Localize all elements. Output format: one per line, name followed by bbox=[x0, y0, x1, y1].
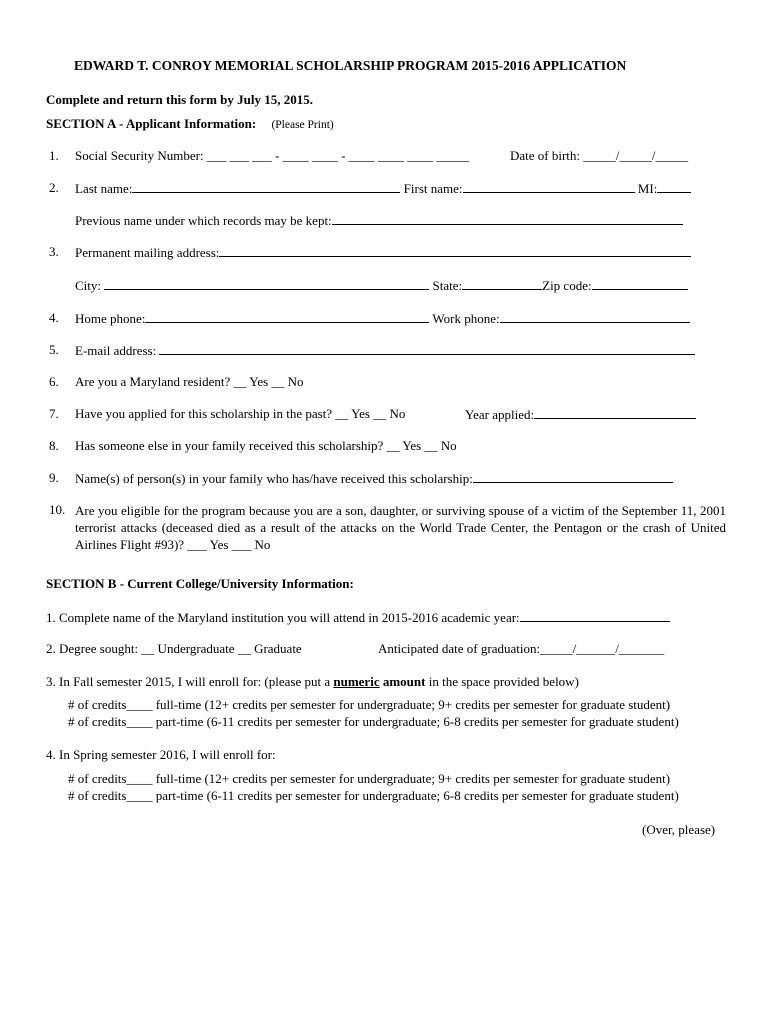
maryland-resident-question[interactable]: Are you a Maryland resident? __ Yes __ No bbox=[75, 374, 304, 389]
email-field[interactable] bbox=[159, 342, 695, 355]
q4-number: 4. bbox=[49, 310, 59, 325]
work-phone-field[interactable] bbox=[500, 310, 690, 323]
zip-label: Zip code: bbox=[542, 278, 592, 293]
institution-label: 1. Complete name of the Maryland institution you will attend in 2015-2016 academic year: bbox=[46, 610, 520, 625]
city-state-zip-row bbox=[75, 277, 688, 294]
first-name-field[interactable] bbox=[463, 180, 635, 193]
work-phone-label: Work phone: bbox=[432, 311, 500, 326]
applied-before-question[interactable]: Have you applied for this scholarship in the past? __ Yes __ No bbox=[75, 406, 406, 421]
middle-initial-field[interactable] bbox=[657, 180, 691, 193]
q6-number: 6. bbox=[49, 374, 59, 389]
q7-number: 7. bbox=[49, 406, 59, 421]
fall-fulltime-credits-field[interactable]: # of credits____ full-time (12+ credits per semester for undergraduate; 9+ credits per semester for graduate student) bbox=[68, 697, 671, 712]
fall-semester-question bbox=[46, 674, 579, 690]
state-field[interactable] bbox=[462, 277, 542, 290]
eligibility-question[interactable]: Are you eligible for the program because you are a son, daughter, or surviving spouse of a victim of the September 11, 2001 terrorist attacks (deceased died as a result of the attacks on the World Trade Center, the Pentagon or the crash of United Airlines Flight #93)? ___ Yes ___ No bbox=[75, 503, 726, 552]
q3-number: 3. bbox=[49, 244, 59, 259]
phone-row bbox=[75, 310, 690, 327]
institution-field[interactable] bbox=[520, 609, 670, 622]
previous-name-label: Previous name under which records may be kept: bbox=[75, 213, 332, 228]
first-name-label: First name: bbox=[403, 181, 463, 196]
mailing-address-field[interactable] bbox=[219, 244, 691, 257]
home-phone-label: Home phone: bbox=[75, 311, 146, 326]
deadline-notice: Complete and return this form by July 15, 2015. bbox=[46, 92, 313, 107]
fall-semester-suffix: in the space provided below) bbox=[428, 674, 579, 689]
section-a-heading-row bbox=[46, 116, 334, 133]
section-a-heading: SECTION A - Applicant Information: bbox=[46, 116, 257, 131]
family-names-label: Name(s) of person(s) in your family who has/have received this scholarship: bbox=[75, 471, 473, 486]
year-applied-row bbox=[465, 406, 696, 423]
numeric-emphasis: numeric bbox=[333, 674, 380, 689]
email-row bbox=[75, 342, 695, 359]
graduation-date-field[interactable]: Anticipated date of graduation:_____/______/_______ bbox=[378, 641, 665, 656]
over-please-note: (Over, please) bbox=[642, 822, 716, 837]
q5-number: 5. bbox=[49, 342, 59, 357]
year-applied-label: Year applied: bbox=[465, 407, 535, 422]
mailing-address-row bbox=[75, 244, 691, 261]
date-of-birth-field[interactable]: Date of birth: _____/_____/_____ bbox=[510, 148, 689, 163]
last-name-field[interactable] bbox=[132, 180, 400, 193]
city-field[interactable] bbox=[104, 277, 429, 290]
q8-number: 8. bbox=[49, 438, 59, 453]
amount-emphasis: amount bbox=[382, 674, 426, 689]
last-name-row bbox=[75, 180, 691, 197]
year-applied-field[interactable] bbox=[534, 406, 696, 419]
ssn-field[interactable]: Social Security Number: ___ ___ ___ - ____ ____ - ____ ____ ____ _____ bbox=[75, 148, 469, 163]
email-label: E-mail address: bbox=[75, 343, 157, 358]
family-names-row bbox=[75, 470, 673, 487]
previous-name-row bbox=[75, 212, 683, 229]
city-label: City: bbox=[75, 278, 102, 293]
zip-field[interactable] bbox=[592, 277, 688, 290]
family-received-question[interactable]: Has someone else in your family received this scholarship? __ Yes __ No bbox=[75, 438, 457, 453]
spring-parttime-credits-field[interactable]: # of credits____ part-time (6-11 credits per semester for undergraduate; 6-8 credits per semester for graduate student) bbox=[68, 788, 679, 803]
section-b-heading: SECTION B - Current College/University Information: bbox=[46, 576, 354, 591]
family-names-field[interactable] bbox=[473, 470, 673, 483]
middle-initial-label: MI: bbox=[637, 181, 658, 196]
please-print-note: (Please Print) bbox=[271, 119, 334, 131]
spring-semester-question: 4. In Spring semester 2016, I will enroll for: bbox=[46, 747, 276, 762]
q1-number: 1. bbox=[49, 148, 59, 163]
q9-number: 9. bbox=[49, 470, 59, 485]
fall-semester-prefix: 3. In Fall semester 2015, I will enroll for: (please put a bbox=[46, 674, 331, 689]
q2-number: 2. bbox=[49, 180, 59, 195]
last-name-label: Last name: bbox=[75, 181, 133, 196]
home-phone-field[interactable] bbox=[145, 310, 429, 323]
previous-name-field[interactable] bbox=[332, 212, 683, 225]
fall-parttime-credits-field[interactable]: # of credits____ part-time (6-11 credits per semester for undergraduate; 6-8 credits per semester for graduate student) bbox=[68, 714, 679, 729]
degree-sought-question[interactable]: 2. Degree sought: __ Undergraduate __ Graduate bbox=[46, 641, 302, 656]
mailing-address-label: Permanent mailing address: bbox=[75, 245, 220, 260]
q10-number: 10. bbox=[49, 502, 66, 517]
form-title: EDWARD T. CONROY MEMORIAL SCHOLARSHIP PROGRAM 2015-2016 APPLICATION bbox=[74, 58, 627, 73]
spring-fulltime-credits-field[interactable]: # of credits____ full-time (12+ credits per semester for undergraduate; 9+ credits per semester for graduate student) bbox=[68, 771, 671, 786]
institution-row bbox=[46, 609, 670, 626]
state-label: State: bbox=[432, 278, 463, 293]
